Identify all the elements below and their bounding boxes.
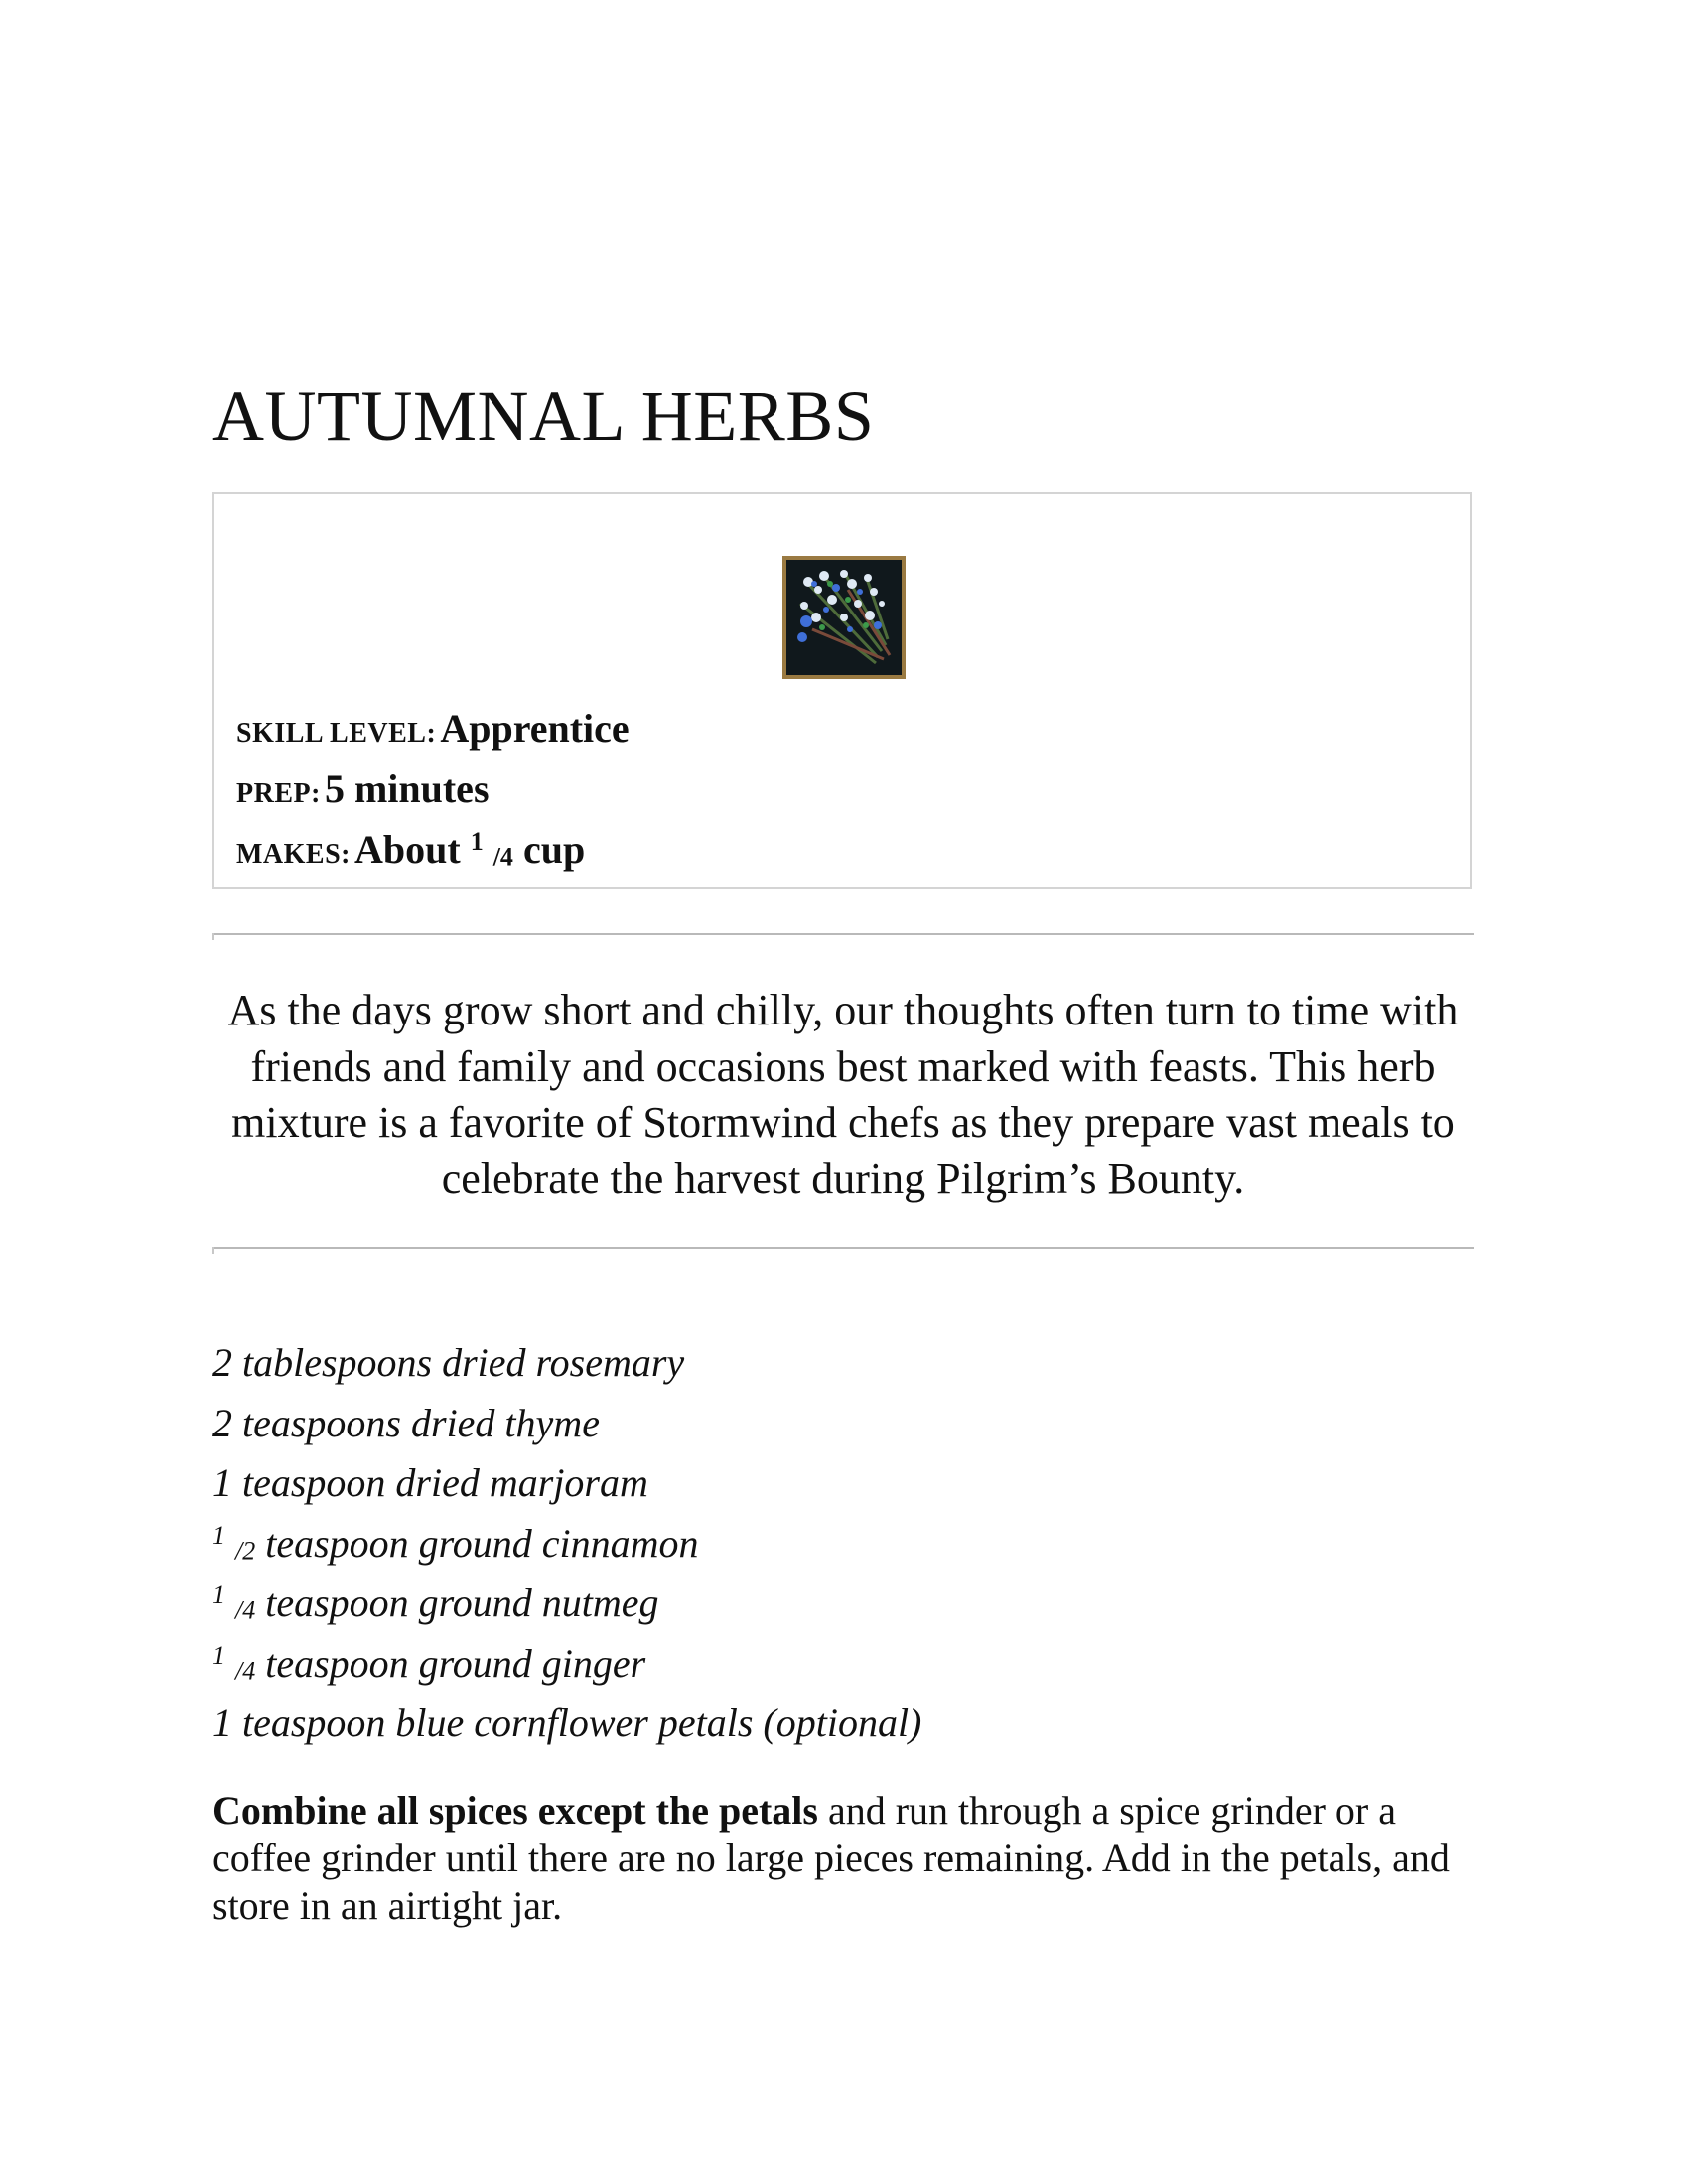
recipe-method [212, 1787, 1474, 1930]
method-emphasis: Combine all spices except the petals [212, 1788, 818, 1833]
ingredient-item [212, 1517, 921, 1577]
recipe-title: AUTUMNAL HERBS [212, 376, 875, 457]
makes-unit: cup [522, 827, 586, 872]
ingredient-text: 2 teaspoons dried thyme [212, 1400, 600, 1445]
ingredient-fraction-numerator: 1 [212, 1580, 225, 1609]
ingredient-fraction-denominator: /4 [235, 1595, 256, 1625]
ingredient-item [212, 1456, 921, 1517]
divider-bottom [212, 1247, 1474, 1249]
makes-prefix: About [354, 827, 461, 872]
ingredient-item [212, 1637, 921, 1698]
ingredient-text: 1 teaspoon blue cornflower petals (optional) [212, 1701, 922, 1745]
ingredient-fraction-denominator: /4 [235, 1656, 256, 1686]
herb-bundle-icon [782, 556, 906, 679]
ingredient-fraction-numerator: 1 [212, 1640, 225, 1670]
ingredient-item [212, 1336, 921, 1397]
ingredient-item [212, 1697, 921, 1757]
recipe-info-lines [236, 703, 630, 885]
makes-fraction-denominator: /4 [492, 842, 513, 872]
recipe-intro: As the days grow short and chilly, our thoughts often turn to time with friends and family and occasions best marked with feasts. This herb mixture is a favorite of Stormwind chefs as they prepare vast meals to celebrate the harvest during Pilgrim’s Bounty. [227, 986, 1459, 1203]
makes-line [236, 824, 630, 885]
ingredient-text: teaspoon ground nutmeg [255, 1580, 659, 1625]
prep-line [236, 763, 630, 824]
ingredient-text: 1 teaspoon dried marjoram [212, 1460, 648, 1505]
skill-level-value: Apprentice [440, 706, 630, 751]
makes-value [354, 827, 585, 872]
ingredient-item [212, 1397, 921, 1457]
ingredient-fraction-denominator: /2 [235, 1536, 256, 1566]
ingredient-item [212, 1576, 921, 1637]
skill-level-line [236, 703, 630, 763]
ingredient-fraction-numerator: 1 [212, 1520, 225, 1550]
prep-value: 5 minutes [324, 766, 490, 811]
ingredient-list [212, 1336, 921, 1757]
makes-label: MAKES: [236, 839, 351, 870]
ingredient-text: teaspoon ground ginger [255, 1640, 646, 1686]
prep-label: PREP: [236, 778, 321, 809]
ingredient-text: teaspoon ground cinnamon [255, 1520, 699, 1566]
makes-fraction-numerator: 1 [470, 827, 484, 856]
ingredient-text: 2 tablespoons dried rosemary [212, 1340, 685, 1385]
skill-level-label: SKILL LEVEL: [236, 718, 437, 749]
divider-top [212, 933, 1474, 935]
method-text: and run through a spice grinder or a coffee grinder until there are no large pieces remaining. Add in the petals, and store in an airtight jar. [212, 1788, 1450, 1928]
recipe-info-box [212, 492, 1472, 889]
